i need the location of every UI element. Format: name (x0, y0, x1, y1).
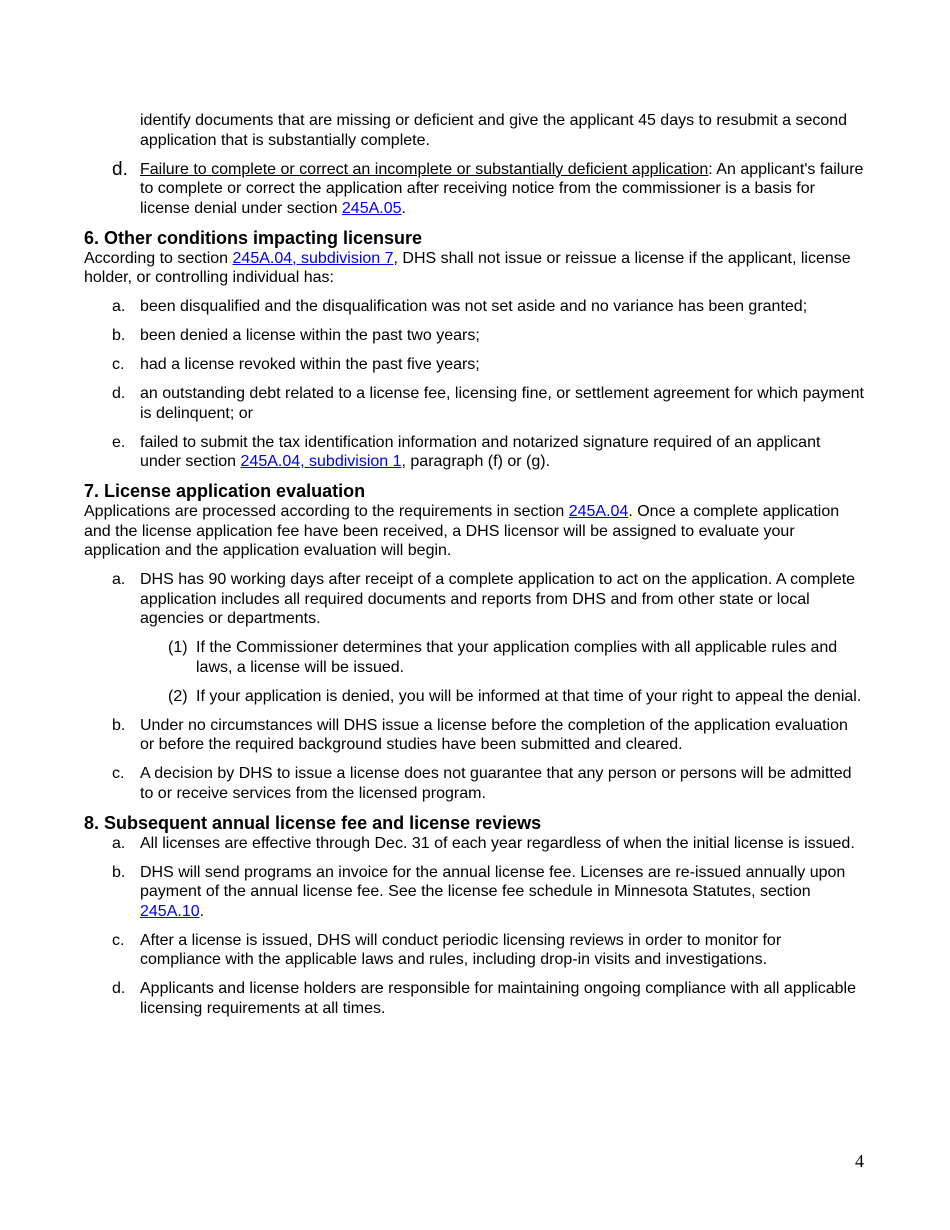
list-marker: a. (112, 834, 126, 852)
section-7-title: 7. License application evaluation (84, 481, 366, 501)
list-marker: a. (112, 571, 126, 588)
section-6-intro: According to section 245A.04, subdivision 7, DHS shall not issue or reissue a license if the applicant, license holder, or controlling individual has: (84, 249, 851, 286)
list-marker: e. (112, 433, 126, 451)
list-marker: d. (112, 158, 128, 180)
list-marker: c. (112, 356, 125, 373)
s8-item-a: a. All licenses are effective through Dec. 31 of each year regardless of when the initial license is issued. (112, 834, 855, 852)
list-marker: c. (112, 765, 125, 782)
list-marker: a. (112, 298, 126, 315)
link-245a04-subd1[interactable]: 245A.04, subdivision 1 (240, 453, 402, 470)
s7-item-c: c. A decision by DHS to issue a license does not guarantee that any person or persons will be admitted to or receive services from the licensed program. (112, 765, 852, 802)
s6-item-b: b. been denied a license within the past two years; (112, 327, 480, 344)
s8-item-d: d. Applicants and license holders are responsible for maintaining ongoing compliance with all applicable licensing requirements at all times. (112, 980, 856, 1017)
s7-subitem-1: (1) If the Commissioner determines that your application complies with all applicable rules and laws, a license will be issued. (168, 639, 838, 676)
s6-item-e: e. failed to submit the tax identification information and notarized signature required of an applicant under section 245A.04, subdivision 1, paragraph (f) or (g). (112, 433, 821, 470)
list-marker: d. (112, 980, 126, 997)
s6-item-a: a. been disqualified and the disqualification was not set aside and no variance has been granted; (112, 298, 808, 315)
list-marker: (1) (168, 639, 188, 656)
list-marker: b. (112, 863, 126, 881)
s8-item-c: c. After a license is issued, DHS will conduct periodic licensing reviews in order to monitor for compliance with the applicable laws and rules, including drop-in visits and investigations. (112, 931, 782, 968)
s7-item-a: a. DHS has 90 working days after receipt of a complete application to act on the application. A complete application includes all required documents and reports from DHS and from other state or local agencies or departments. (112, 571, 856, 627)
section-6-title: 6. Other conditions impacting licensure (84, 227, 423, 248)
link-245a04[interactable]: 245A.04 (568, 503, 629, 520)
item-5d-heading: Failure to complete or correct an incomplete or substantially deficient application (140, 160, 709, 178)
list-marker: b. (112, 716, 126, 734)
item-5d-text: : An applicant's failure to complete or correct the application after receiving notice from the commissioner is a basis for license denial under section (140, 160, 864, 217)
s7-item-b: b. Under no circumstances will DHS issue a license before the completion of the application evaluation or before the required background studies have been submitted and cleared. (112, 716, 848, 753)
list-marker: c. (112, 931, 125, 949)
item-5c-continuation: identify documents that are missing or deficient and give the applicant 45 days to resubmit a second application that is substantially complete. (140, 112, 848, 149)
page-content (84, 111, 864, 1028)
section-8-title: 8. Subsequent annual license fee and license reviews (84, 812, 542, 833)
page-number: 4 (855, 1151, 864, 1171)
s6-item-c: c. had a license revoked within the past five years; (112, 356, 480, 373)
link-245a04-subd7[interactable]: 245A.04, subdivision 7 (232, 249, 394, 267)
list-marker: b. (112, 327, 126, 344)
s6-item-d: d. an outstanding debt related to a license fee, licensing fine, or settlement agreement for which payment is delinquent; or (112, 385, 864, 422)
link-245a10[interactable]: 245A.10 (140, 902, 200, 920)
s8-item-b: b. DHS will send programs an invoice for the annual license fee. Licenses are re-issued annually upon payment of the annual license fee. See the license fee schedule in Minnesota Statutes, section 245A.10. (112, 863, 846, 920)
s7-subitem-2: (2) If your application is denied, you will be informed at that time of your right to appeal the denial. (168, 687, 862, 705)
item-5d: d. Failure to complete or correct an incomplete or substantially deficient application: An applicant's failure to complete or correct the application after receiving notice from the commissioner is a basis for license denial under section 245A.05. (112, 158, 864, 217)
list-marker: d. (112, 385, 126, 402)
section-7-intro: Applications are processed according to the requirements in section 245A.04. Once a complete application and the license application fee have been received, a DHS licensor will be assigned to evaluate your application and the application evaluation will begin. (84, 503, 840, 559)
list-marker: (2) (168, 687, 188, 705)
link-245a05[interactable]: 245A.05 (341, 199, 402, 217)
